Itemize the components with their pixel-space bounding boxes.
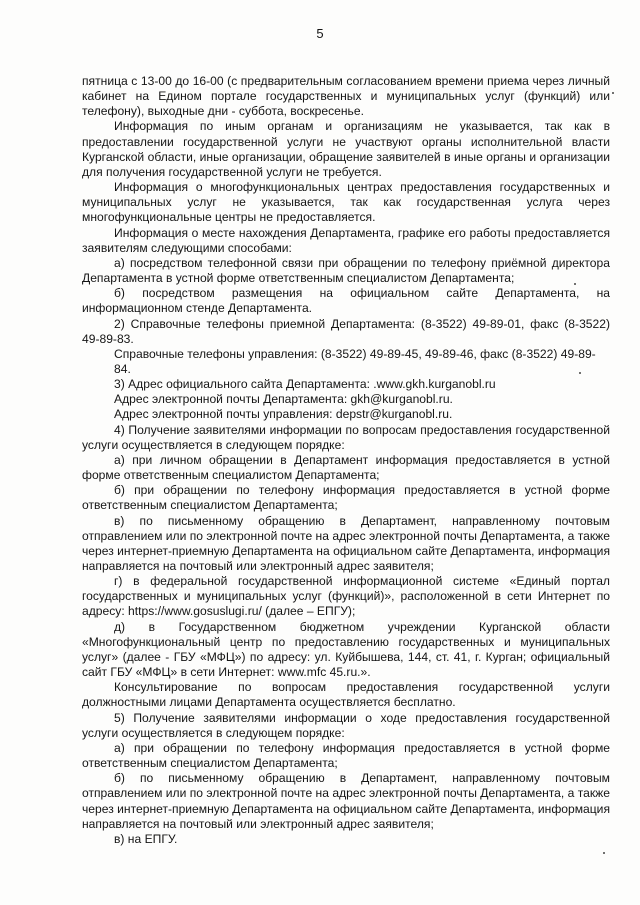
- paragraph-other-bodies: Информация по иным органам и организациям не указывается, так как в предоставлении государственной услуги не участвуют органы исполнительной власти Курганской области, иные организации, обращение заявителей в иные органы и организации для получения государственной услуги не требуется.: [82, 119, 610, 179]
- list-item-b-website: б) посредством размещения на официальном сайте Департамента, на информационном стенде Департамента.: [82, 286, 610, 316]
- list-item-v-progress-portal: в) на ЕПГУ.: [114, 831, 178, 846]
- list-item-a-phone: а) посредством телефонной связи при обращении по телефону приёмной директора Департамента в устной форме ответственным специалистом Департамента;: [82, 255, 610, 286]
- document-body: [82, 74, 610, 847]
- paragraph-progress-procedure: 5) Получение заявителями информации о ходе предоставления государственной услуги осуществляется в следующем порядке:: [82, 710, 610, 740]
- paragraph-mfc-info: Информация о многофункциональных центрах предоставления государственных и муниципальных услуг не указывается, так как государственная услуга через многофункциональные центры не предоставляется.: [82, 180, 610, 225]
- paragraph-schedule: пятница с 13-00 до 16-00 (с предварительным согласованием времени приема через личный кабинет на Едином портале государственных и муниципальных услуг (функций) или телефону), выходные дни - суббота, воскресенье.: [82, 74, 610, 119]
- paragraph-department-phones: Справочные телефоны управления: (8-3522) 49-89-45, 49-89-46, факс (8-3522) 49-89-84.: [114, 346, 596, 376]
- list-item-d-mfc: д) в Государственном бюджетном учреждении Курганской области «Многофункциональный центр по предоставлению государственных и муниципальных услуг» (далее - ГБУ «МФЦ») по адресу: ул. Куйбышева, 144, ст. 41, г. Курган; официальный сайт ГБУ «МФЦ» в сети Интернет: www.mfc 45.ru.».: [82, 619, 610, 680]
- scan-speck: [574, 283, 576, 285]
- scan-speck: [579, 372, 581, 374]
- scan-speck: [612, 92, 614, 94]
- paragraph-office-email: Адрес электронной почты управления: depstr@kurganobl.ru.: [114, 407, 453, 422]
- list-item-a-personal: а) при личном обращении в Департамент информация предоставляется в устной форме ответственным специалистом Департамента;: [82, 452, 610, 483]
- paragraph-reception-phones: 2) Справочные телефоны приемной Департамента: (8-3522) 49-89-01, факс (8-3522) 49-89-83.: [82, 316, 610, 346]
- paragraph-info-procedure: 4) Получение заявителями информации по вопросам предоставления государственной услуги осуществляется в следующем порядке:: [82, 422, 610, 452]
- scan-speck: [603, 852, 605, 854]
- page-number: 5: [316, 26, 324, 41]
- paragraph-free-consulting: Консультирование по вопросам предоставления государственной услуги должностными лицами Департамента осуществляется бесплатно.: [82, 680, 610, 710]
- paragraph-location-info: Информация о месте нахождения Департамента, графике его работы предоставляется заявителям следующими способами:: [82, 225, 610, 255]
- list-item-g-portal: г) в федеральной государственной информационной системе «Единый портал государственных и муниципальных услуг (функций)», расположенной в сети Интернет по адресу: https://www.gosuslugi.ru/ (далее – ЕПГУ);: [82, 574, 610, 619]
- paragraph-department-email: Адрес электронной почты Департамента: gkh@kurganobl.ru.: [114, 392, 453, 407]
- list-item-b-telephone: б) при обращении по телефону информация предоставляется в устной форме ответственным специалистом Департамента;: [82, 483, 610, 513]
- list-item-b-progress-written: б) по письменному обращению в Департамент, направленному почтовым отправлением или по электронной почте на адрес электронной почты Департамента, а также через интернет-приемную Департамента на официальном сайте Департамента, информация направляется на почтовый или электронный адрес заявителя;: [82, 771, 610, 831]
- paragraph-website-address: 3) Адрес официального сайта Департамента: .www.gkh.kurganobl.ru: [114, 377, 496, 392]
- list-item-v-written: в) по письменному обращению в Департамент, направленному почтовым отправлением или по электронной почте на адрес электронной почты Департамента, а также через интернет-приемную Департамента на официальном сайте Департамента, информация направляется на почтовый или электронный адрес заявителя;: [82, 513, 610, 573]
- list-item-a-progress-phone: а) при обращении по телефону информация предоставляется в устной форме ответственным специалистом Департамента;: [82, 740, 610, 771]
